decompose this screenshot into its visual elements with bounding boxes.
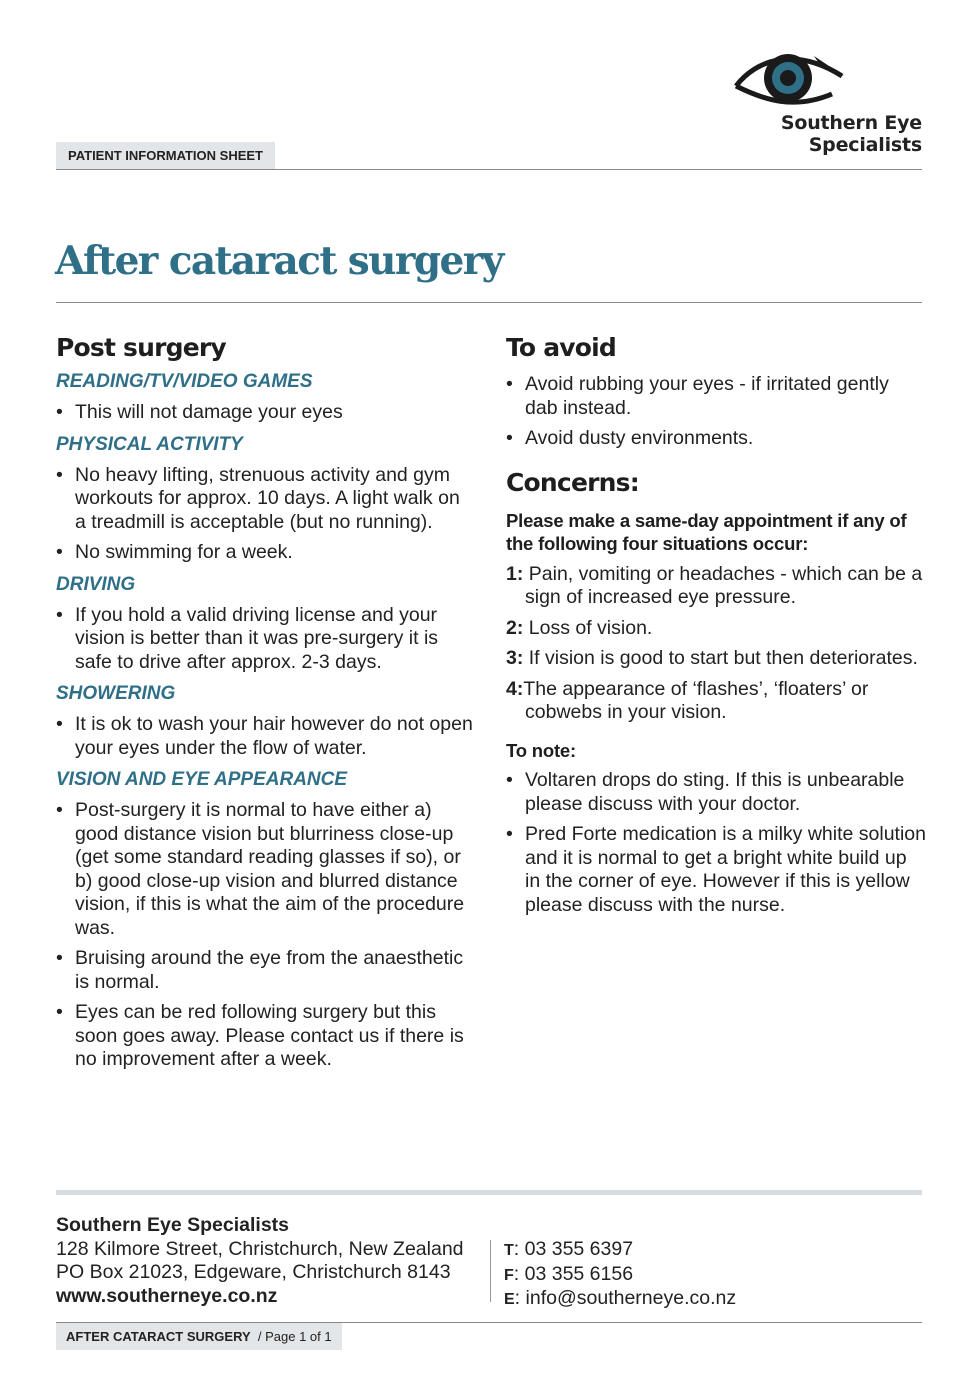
list-item: • Eyes can be red following surgery but this soon goes away. Please contact us if there is no improvement after a week. (56, 1001, 476, 1072)
footer-street-address: 128 Kilmore Street, Christchurch, New Zealand (56, 1237, 464, 1260)
list-item: • Pred Forte medication is a milky white solution and it is normal to get a bright white build up in the corner of eye. However if this is yellow please discuss with the nurse. (506, 823, 926, 917)
item-text: Pain, vomiting or headaches - which can be a sign of increased eye pressure. (525, 562, 923, 608)
post-surgery-column (56, 330, 476, 1072)
list-item: • Voltaren drops do sting. If this is unbearable please discuss with your doctor. (506, 769, 926, 816)
section-heading: SHOWERING (56, 683, 176, 704)
bullet-list (56, 713, 476, 760)
list-item: • Post-surgery it is normal to have either a) good distance vision but blurriness close-up (get some standard reading glasses if so), or b) good close-up vision and blurred distance vision, if this is what the aim of the procedure was. (56, 799, 476, 940)
list-item (506, 563, 926, 610)
list-item (506, 617, 926, 641)
list-item: • It is ok to wash your hair however do not open your eyes under the flow of water. (56, 713, 476, 760)
bullet-list (56, 464, 476, 565)
footer-email: E: info@southerneye.co.nz (504, 1287, 737, 1309)
page-number: Page 1 of 1 (265, 1329, 332, 1344)
email-address[interactable]: info@southerneye.co.nz (525, 1287, 737, 1309)
footer-fax: F: 03 355 6156 (504, 1262, 634, 1285)
section-heading: PHYSICAL ACTIVITY (56, 433, 243, 455)
page-footer-title: AFTER CATARACT SURGERY (66, 1329, 251, 1344)
section-heading: VISION AND EYE APPEARANCE (56, 769, 348, 790)
bullet-list (56, 604, 476, 675)
item-number: 3: (506, 647, 524, 669)
item-text: Loss of vision. (528, 616, 653, 639)
section-heading: DRIVING (56, 573, 136, 595)
divider (56, 302, 922, 303)
page-title: After cataract surgery (55, 238, 503, 284)
brand-logo (670, 48, 922, 156)
item-number: 2: (506, 616, 524, 639)
list-item: • No swimming for a week. (56, 541, 476, 565)
concerns-intro: Please make a same-day appointment if any of the following four situations occur: (506, 509, 907, 554)
concerns-list (506, 563, 926, 725)
footer-website-link[interactable]: www.southerneye.co.nz (56, 1284, 278, 1307)
list-item (506, 678, 926, 725)
list-item: • Avoid dusty environments. (506, 427, 926, 451)
item-text: If vision is good to start but then deteriorates. (528, 647, 918, 669)
section-heading: READING/TV/VIDEO GAMES (56, 371, 313, 392)
list-item (506, 647, 926, 671)
footer-po-box: PO Box 21023, Edgeware, Christchurch 8143 (56, 1261, 451, 1283)
footer-company-name: Southern Eye Specialists (56, 1214, 290, 1236)
list-item: • No heavy lifting, strenuous activity and gym workouts for approx. 10 days. A light walk on a treadmill is acceptable (but no running). (56, 464, 476, 535)
page-footer-tag: AFTER CATARACT SURGERY / Page 1 of 1 (56, 1323, 342, 1350)
footer-phone: T: 03 355 6397 (504, 1238, 634, 1260)
item-text: The appearance of ‘flashes’, ‘floaters’ or cobwebs in your vision. (523, 677, 869, 723)
sheet-type-tag: PATIENT INFORMATION SHEET (56, 142, 275, 169)
list-item: • Bruising around the eye from the anaesthetic is normal. (56, 947, 476, 994)
to-note-heading: To note: (506, 739, 576, 761)
list-item: • Avoid rubbing your eyes - if irritated gently dab instead. (506, 373, 926, 420)
list-item: • If you hold a valid driving license and your vision is better than it was pre-surgery it is safe to drive after approx. 2-3 days. (56, 604, 476, 675)
fax-number: 03 355 6156 (524, 1262, 634, 1285)
phone-number[interactable]: 03 355 6397 (524, 1238, 634, 1260)
post-surgery-heading: Post surgery (56, 333, 226, 362)
avoid-concerns-column (506, 330, 926, 917)
bullet-list (506, 769, 926, 917)
footer-address (56, 1214, 464, 1308)
eye-icon (734, 48, 846, 108)
footer-divider (56, 1190, 922, 1195)
list-item: • This will not damage your eyes (56, 401, 476, 425)
to-avoid-heading: To avoid (506, 333, 617, 362)
fax-label: F (504, 1266, 514, 1284)
brand-name: Southern Eye Specialists (780, 112, 922, 156)
phone-label: T (504, 1242, 514, 1259)
bullet-list (506, 373, 926, 451)
footer-contact (504, 1238, 736, 1312)
item-number: 4: (506, 677, 524, 700)
email-label: E (504, 1291, 515, 1308)
bullet-list (56, 401, 476, 425)
bullet-list (56, 799, 476, 1072)
item-number: 1: (506, 562, 524, 585)
divider (56, 169, 922, 170)
footer-column-divider (490, 1240, 491, 1302)
concerns-heading: Concerns: (506, 467, 639, 497)
